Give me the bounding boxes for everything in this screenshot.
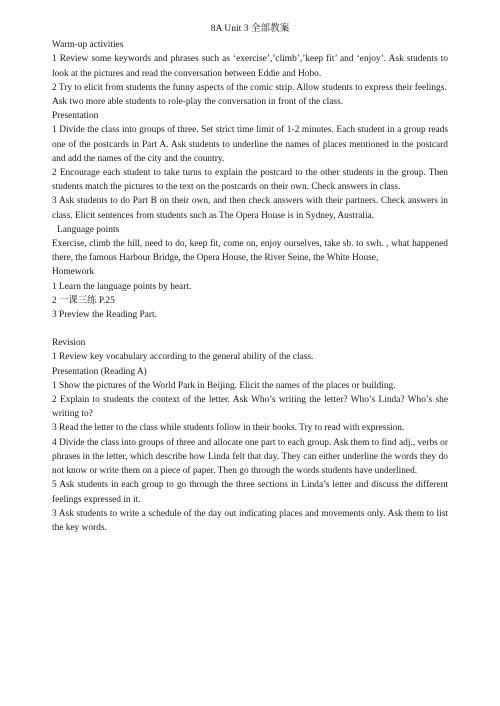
warmup-item-3: Ask two more able students to role-play the conversation in front of the class. — [52, 97, 344, 108]
reading-item-5: 5 Ask students in each group to go through the three sections in Linda’s letter and discuss the different feelings expressed in it. — [52, 480, 448, 505]
document-title: 8A Unit 3 全部教案 — [210, 23, 290, 34]
language-points-heading: Language points — [57, 224, 120, 235]
presentation-item-2: 2 Encourage each student to take turns to explain the postcard to the other students in the group. Then students match the pictures to the text on the postcards on their own. Check answers in class. — [52, 168, 448, 193]
presentation-item-3: 3 Ask students to do Part B on their own, and then check answers with their partners. Check answers in class. Elicit sentences from students such as The Opera House is in Sydney, Australia. — [52, 196, 448, 221]
reading-item-2: 2 Explain to students the context of the letter. Ask Who’s writing the letter? Who’s Linda? Who’s she writing to? — [52, 395, 448, 420]
reading-item-3: 3 Read the letter to the class while students follow in their books. Try to read with expression. — [52, 423, 405, 434]
homework-item-3: 3 Preview the Reading Part. — [52, 310, 157, 321]
warmup-heading: Warm-up activities — [52, 40, 124, 51]
homework-item-1: 1 Learn the language points by heart. — [52, 281, 192, 292]
revision-heading: Revision — [52, 338, 86, 349]
presentation-reading-heading: Presentation (Reading A) — [52, 366, 147, 377]
language-points-text: Exercise, climb the hill, need to do, keep fit, come on, enjoy ourselves, take sb. to swh. , what happened there, the famous Harbour Bridge, the Opera House, the River Seine, the White House, — [52, 239, 448, 264]
homework-heading: Homework — [52, 267, 95, 278]
section-spacer — [52, 322, 448, 336]
reading-item-4: 4 Divide the class into groups of three and allocate one part to each group. Ask them to find adj., verbs or phrases in the letter, which describe how Linda felt that day. They can either underline the words they do not know or write them on a piece of paper. Then go through the words students have underlined. — [52, 437, 448, 477]
revision-item-1: 1 Review key vocabulary according to the general ability of the class. — [52, 352, 314, 363]
presentation-heading: Presentation — [52, 111, 99, 122]
reading-item-1: 1 Show the pictures of the World Park in Beijing. Elicit the names of the places or building. — [52, 380, 396, 391]
reading-item-6: 3 Ask students to write a schedule of the day out indicating places and movements only. Ask them to list the key words. — [52, 508, 448, 533]
homework-item-2: 2 一课三练 P.25 — [52, 295, 115, 306]
presentation-item-1: 1 Divide the class into groups of three. Set strict time limit of 1-2 minutes. Each student in a group reads one of the postcards in Part A. Ask students to underline the names of places mentioned in the postcard and add the names of the city and the country. — [52, 125, 448, 164]
warmup-item-2: 2 Try to elicit from students the funny aspects of the comic strip. Allow students to express their feelings. — [52, 82, 447, 93]
warmup-item-1: 1 Review some keywords and phrases such as ‘exercise’,’climb’,’keep fit’ and ‘enjoy’. Ask students to look at the pictures and read the conversation between Eddie and Hobo. — [52, 54, 448, 79]
